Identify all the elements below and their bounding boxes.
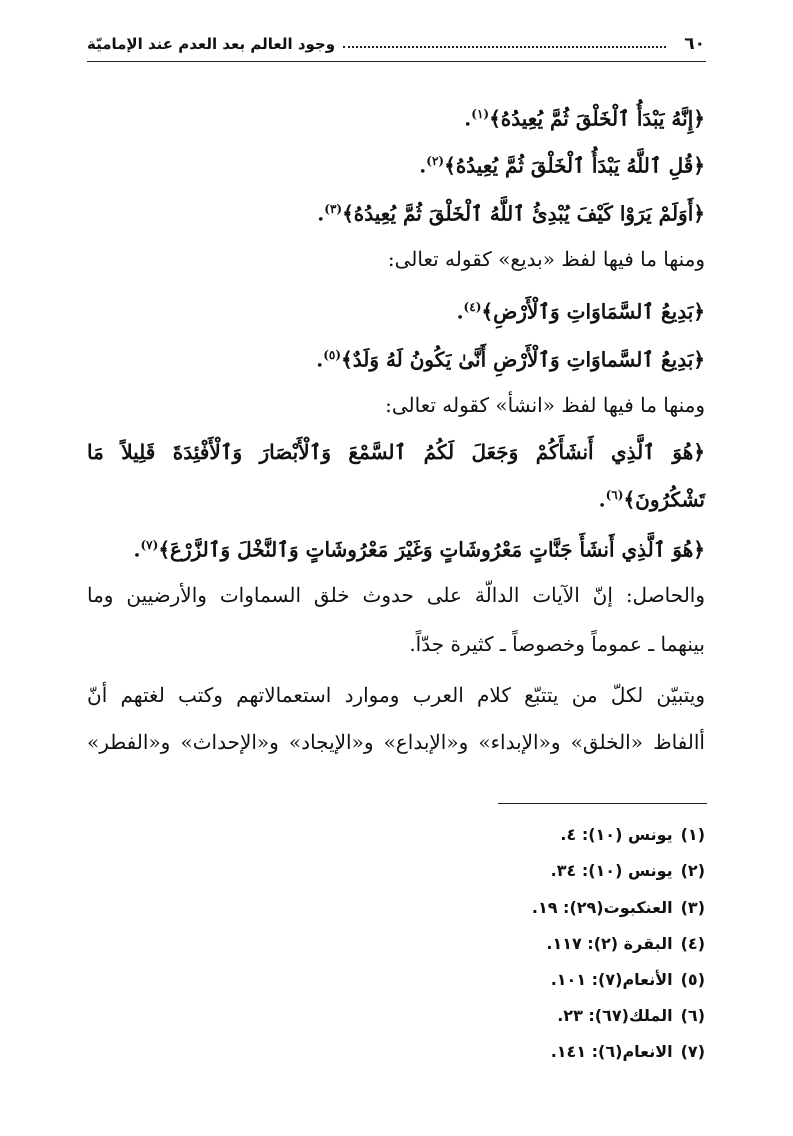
sentence-period: . xyxy=(598,487,606,512)
verse-close-bracket: ﴾ xyxy=(158,537,171,562)
verse-open-bracket: ﴿ xyxy=(693,537,705,562)
verse-text: بَدِيعُ ٱلسَّمَاوَاتِ وَٱلْأَرْضِ xyxy=(493,299,694,324)
verse-close-bracket: ﴾ xyxy=(489,106,501,131)
page-number: ٦٠ xyxy=(684,34,705,54)
footnote-text: يونس (١٠): ٤. xyxy=(560,825,673,844)
sentence-period: . xyxy=(419,153,427,178)
footnote-7 xyxy=(405,1037,705,1067)
footnote-marker: (٧) xyxy=(140,538,159,552)
verse-open-bracket: ﴿ xyxy=(693,106,705,131)
running-title: وجود العالم بعد العدم عند الإماميّة xyxy=(87,35,336,53)
footnote-marker: (٤) xyxy=(463,300,482,314)
running-header xyxy=(87,30,705,58)
verse-close-bracket: ﴾ xyxy=(481,299,494,324)
verse-text: قُلِ ٱللَّهُ يَبْدَأُ ٱلْخَلْقَ ثُمَّ يُعِيدُهُ xyxy=(455,153,694,178)
paragraph-line-1: ويتبيّن لكلّ من يتتبّع كلام العرب وموارد استعمالاتهم وكتب لغتهم أنّ xyxy=(87,683,705,707)
verse-line-6a xyxy=(87,434,705,470)
footnote-number: (١) xyxy=(680,825,705,844)
footnote-text: الملك(٦٧): ٢٣. xyxy=(557,1006,673,1025)
footnote-number: (٤) xyxy=(680,934,705,953)
footnote-2 xyxy=(405,856,705,886)
footnote-number: (٣) xyxy=(680,898,705,917)
verse-open-bracket: ﴿ xyxy=(693,153,705,178)
header-rule xyxy=(87,61,706,62)
footnote-marker: (٢) xyxy=(426,154,445,168)
paragraph-line-2: أالفاظ «الخلق» و«الإبداء» و«الإبداع» و«الإيجاد» و«الإحداث» و«الفطر» xyxy=(87,730,705,754)
intro-badi-line: ومنها ما فيها لفظ «بديع» كقوله تعالى: xyxy=(387,247,705,271)
verse-close-bracket: ﴾ xyxy=(341,347,353,372)
verse-close-bracket: ﴾ xyxy=(444,153,456,178)
sentence-period: . xyxy=(316,347,324,372)
verse-line-6b xyxy=(87,477,705,513)
verse-close-bracket: ﴾ xyxy=(623,487,636,512)
verse-text: أَوَلَمْ يَرَوْا كَيْفَ يُبْدِئُ ٱللَّهُ ٱلْخَلْقَ ثُمَّ يُعِيدُهُ xyxy=(353,201,694,226)
intro-ansha-line: ومنها ما فيها لفظ «انشأ» كقوله تعالى: xyxy=(385,393,705,417)
header-dot-leader xyxy=(343,46,666,48)
footnote-number: (٢) xyxy=(680,861,705,880)
footnote-number: (٧) xyxy=(680,1042,705,1061)
footnote-text: الأنعام(٧): ١٠١. xyxy=(550,970,673,989)
summary-line-1: والحاصل: إنّ الآيات الدالّة على حدوث خلق السماوات والأرضيين وما xyxy=(87,583,705,607)
footnote-3 xyxy=(405,893,705,923)
footnote-text: البقرة (٢): ١١٧. xyxy=(546,934,673,953)
verse-line-1 xyxy=(87,96,705,132)
verse-open-bracket: ﴿ xyxy=(693,440,705,464)
footnote-text: الانعام(٦): ١٤١. xyxy=(550,1042,673,1061)
sentence-period: . xyxy=(464,106,472,131)
footnote-6 xyxy=(405,1001,705,1031)
sentence-period: . xyxy=(133,537,141,562)
sentence-period: . xyxy=(456,299,464,324)
verse-line-4 xyxy=(87,289,705,325)
footnote-marker: (١) xyxy=(471,107,490,121)
verse-line-3 xyxy=(87,191,705,227)
verse-text: هُوَ ٱلَّذِي أَنشَأَ جَنَّاتٍ مَعْرُوشَاتٍ وَغَيْرَ مَعْرُوشَاتٍ وَٱلنَّخْلَ وَٱلزَّرْعَ xyxy=(170,537,694,562)
footnote-marker: (٥) xyxy=(323,348,342,362)
verse-line-5 xyxy=(87,337,705,373)
footnote-separator xyxy=(498,803,707,804)
verse-open-bracket: ﴿ xyxy=(693,347,705,372)
verse-text: هُوَ ٱلَّذِي أَنشَأَكُمْ وَجَعَلَ لَكُمُ ٱلسَّمْعَ وَٱلْأَبْصَارَ وَٱلْأَفْئِدَةَ قَلِيلاً مَا xyxy=(87,440,694,464)
footnote-marker: (٣) xyxy=(324,202,343,216)
footnote-text: العنكبوت(٢٩): ١٩. xyxy=(531,898,673,917)
verse-line-7 xyxy=(87,527,705,563)
verse-open-bracket: ﴿ xyxy=(693,299,705,324)
verse-text: بَدِيعُ ٱلسَّماوَاتِ وَٱلْأَرْضِ أَنَّىٰ يَكُونُ لَهُ وَلَدٌ xyxy=(352,347,694,372)
footnote-marker: (٦) xyxy=(605,488,624,502)
footnote-number: (٥) xyxy=(680,970,705,989)
footnote-1 xyxy=(405,820,705,850)
verse-text: تَشْكُرُونَ xyxy=(635,487,705,512)
verse-open-bracket: ﴿ xyxy=(693,201,705,226)
footnote-5 xyxy=(405,965,705,995)
sentence-period: . xyxy=(317,201,325,226)
footnote-text: يونس (١٠): ٣٤. xyxy=(550,861,673,880)
footnote-4 xyxy=(405,929,705,959)
verse-line-2 xyxy=(87,143,705,179)
verse-close-bracket: ﴾ xyxy=(342,201,354,226)
footnote-number: (٦) xyxy=(680,1006,705,1025)
summary-line-2: بينهما ـ عموماً وخصوصاً ـ كثيرة جدّاً. xyxy=(409,632,705,656)
verse-text: إِنَّهُ يَبْدَأُ ٱلْخَلْقَ ثُمَّ يُعِيدُهُ xyxy=(500,106,694,131)
